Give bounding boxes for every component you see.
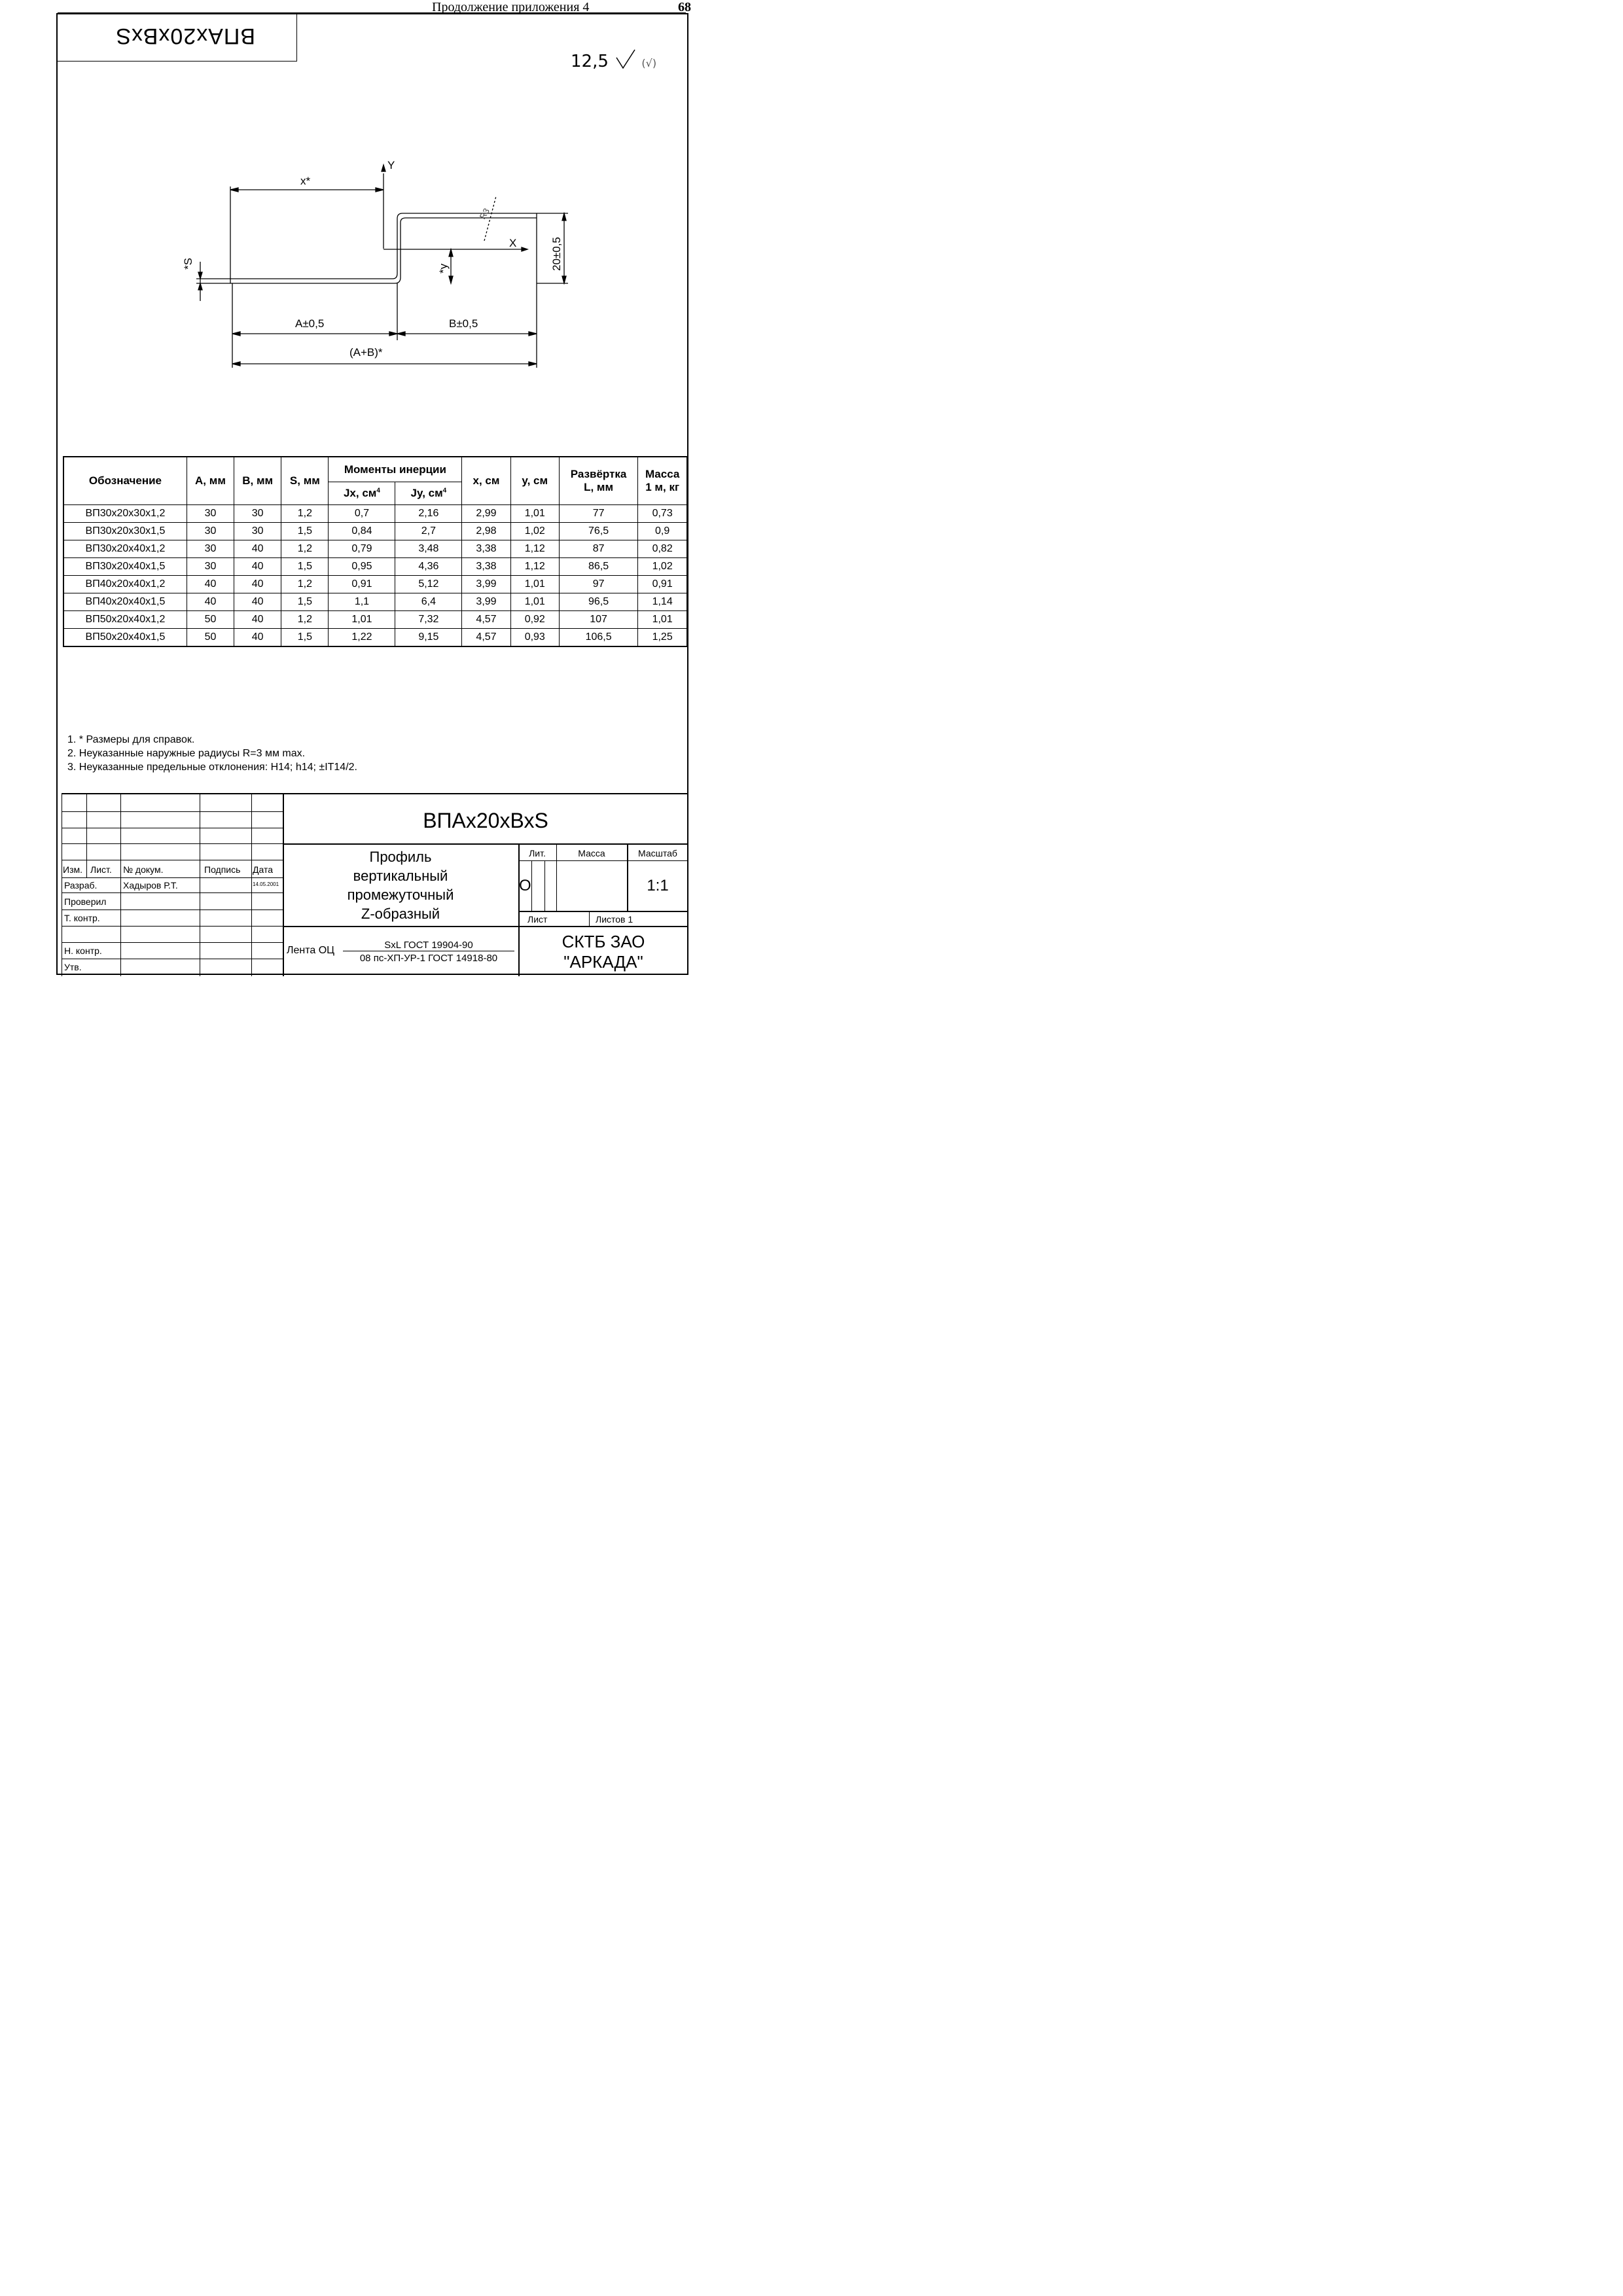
height-label: 20±0,5	[550, 237, 563, 271]
row-approved: Утв.	[64, 962, 82, 972]
header-designation: Обозначение	[63, 457, 187, 505]
table-cell: 6,4	[395, 593, 462, 611]
table-cell: 0,7	[329, 505, 395, 523]
mirrored-stamp: ВПАх20хВхS	[115, 24, 255, 48]
roughness-mark: (√)	[641, 57, 657, 69]
header-x: x, см	[462, 457, 510, 505]
header-jy: Jy, $см^4$	[395, 482, 462, 505]
col-izm: Изм.	[63, 864, 82, 875]
table-cell: 1,2	[281, 540, 329, 558]
table-cell: 30	[187, 523, 234, 540]
table-cell: 30	[187, 558, 234, 576]
table-cell: 106,5	[559, 629, 637, 647]
header-unfold-line1: Развёртка	[570, 468, 627, 480]
table-row	[63, 558, 687, 576]
table-row	[63, 629, 687, 647]
table-cell: 40	[234, 593, 281, 611]
table-cell: 2,98	[462, 523, 510, 540]
x-axis-label: X	[509, 237, 517, 249]
table-cell: 9,15	[395, 629, 462, 647]
y-star-label: *y	[437, 263, 450, 274]
table-cell: 0,9	[638, 523, 687, 540]
table-cell: 3,38	[462, 540, 510, 558]
table-cell: 1,2	[281, 576, 329, 593]
table-cell: 0,93	[510, 629, 559, 647]
table-cell: 40	[234, 611, 281, 629]
table-cell: 76,5	[559, 523, 637, 540]
table-cell: 4,57	[462, 629, 510, 647]
table-cell: 40	[234, 629, 281, 647]
table-cell: 4,36	[395, 558, 462, 576]
page-number: 68	[678, 0, 691, 14]
table-cell: 1,5	[281, 558, 329, 576]
table-cell: 3,38	[462, 558, 510, 576]
table-cell: 0,95	[329, 558, 395, 576]
table-cell: 1,01	[510, 505, 559, 523]
table-cell: 86,5	[559, 558, 637, 576]
table-cell: 1,01	[329, 611, 395, 629]
scale-label: Масштаб	[638, 848, 677, 858]
table-cell: ВП30х20х40х1,2	[63, 540, 187, 558]
table-cell: 0,84	[329, 523, 395, 540]
table-cell: 1,2	[281, 505, 329, 523]
b-dimension-label: B±0,5	[449, 317, 478, 330]
row-checked: Проверил	[64, 896, 107, 907]
x-star-label: x*	[300, 175, 311, 187]
table-cell: 3,99	[462, 576, 510, 593]
header-mass	[638, 457, 687, 505]
table-row	[63, 611, 687, 629]
header-unfold-line2: L, мм	[584, 481, 614, 493]
table-cell: ВП30х20х40х1,5	[63, 558, 187, 576]
header-moments: Моменты инерции	[329, 457, 462, 482]
table-cell: 2,99	[462, 505, 510, 523]
table-cell: 77	[559, 505, 637, 523]
table-cell: 1,12	[510, 558, 559, 576]
a-dimension-label: A±0,5	[295, 317, 325, 330]
table-row	[63, 576, 687, 593]
table-cell: 1,2	[281, 611, 329, 629]
material-bottom: 08 пс-ХП-УР-1 ГОСТ 14918-80	[359, 953, 498, 964]
col-sign: Подпись	[204, 864, 241, 875]
table-cell: 0,79	[329, 540, 395, 558]
table-cell: 1,02	[510, 523, 559, 540]
sheets-label: Листов 1	[596, 914, 633, 925]
profile-drawing	[0, 0, 720, 451]
header-a: A, мм	[187, 457, 234, 505]
table-cell: 1,5	[281, 593, 329, 611]
row-developer: Разраб.	[64, 880, 98, 891]
table-cell: 3,48	[395, 540, 462, 558]
roughness-value: 12,5	[571, 52, 609, 71]
table-cell: 87	[559, 540, 637, 558]
table-cell: 50	[187, 611, 234, 629]
company	[518, 932, 688, 972]
title-designation: ВПАх20хВхS	[423, 809, 548, 832]
table-cell: 1,01	[510, 593, 559, 611]
table-cell: ВП50х20х40х1,2	[63, 611, 187, 629]
profile-spec-table	[63, 456, 688, 647]
part-name-line2: вертикальный	[353, 868, 448, 884]
table-cell: 30	[187, 540, 234, 558]
mass-label: Масса	[578, 848, 605, 858]
note-2: 2. Неуказанные наружные радиусы R=3 мм max.	[67, 748, 306, 759]
table-cell: 2,7	[395, 523, 462, 540]
table-cell: 97	[559, 576, 637, 593]
part-name-line1: Профиль	[369, 849, 432, 865]
table-cell: 1,5	[281, 629, 329, 647]
table-cell: 4,57	[462, 611, 510, 629]
table-cell: ВП40х20х40х1,2	[63, 576, 187, 593]
table-cell: 0,92	[510, 611, 559, 629]
total-dimension-label: (A+B)*	[349, 346, 383, 359]
material-top: SxL ГОСТ 19904-90	[343, 940, 514, 951]
company-line1: СКТБ ЗАО	[562, 932, 645, 951]
continuation-header: Продолжение приложения 4	[432, 0, 590, 14]
table-cell: ВП50х20х40х1,5	[63, 629, 187, 647]
scale-value: 1:1	[647, 877, 669, 894]
col-date: Дата	[253, 864, 274, 875]
note-1: 1. * Размеры для справок.	[67, 734, 195, 745]
part-name-line3: промежуточный	[347, 887, 454, 903]
col-list: Лист.	[90, 864, 112, 875]
sheet-label: Лист	[527, 914, 548, 925]
title-block	[62, 793, 688, 976]
table-row	[63, 540, 687, 558]
part-name-line4: Z-образный	[361, 906, 440, 922]
table-cell: 50	[187, 629, 234, 647]
header-mass-line2: 1 м, кг	[645, 481, 680, 493]
s-label: *S	[182, 258, 194, 270]
table-cell: 1,22	[329, 629, 395, 647]
table-cell: 3,99	[462, 593, 510, 611]
table-cell: ВП30х20х30х1,5	[63, 523, 187, 540]
table-cell: 107	[559, 611, 637, 629]
lit-value: О	[519, 877, 531, 894]
company-line2: "АРКАДА"	[563, 952, 643, 972]
table-cell: ВП40х20х40х1,5	[63, 593, 187, 611]
table-cell: 2,16	[395, 505, 462, 523]
lit-label: Лит.	[529, 848, 546, 858]
table-cell: 1,12	[510, 540, 559, 558]
table-cell: 5,12	[395, 576, 462, 593]
table-cell: 0,91	[638, 576, 687, 593]
row-ncontrol: Н. контр.	[64, 945, 102, 956]
table-cell: 1,01	[638, 611, 687, 629]
table-cell: 96,5	[559, 593, 637, 611]
material-prefix: Лента ОЦ	[287, 945, 335, 956]
col-doc: № докум.	[123, 864, 164, 875]
header-jx: Jx, $см^4$	[329, 482, 395, 505]
table-cell: ВП30х20х30х1,2	[63, 505, 187, 523]
table-cell: 40	[234, 576, 281, 593]
table-cell: 40	[234, 558, 281, 576]
header-y: y, см	[510, 457, 559, 505]
table-cell: 1,25	[638, 629, 687, 647]
table-cell: 7,32	[395, 611, 462, 629]
table-cell: 0,91	[329, 576, 395, 593]
table-cell: 0,73	[638, 505, 687, 523]
table-cell: 0,82	[638, 540, 687, 558]
developer-name: Хадыров Р.Т.	[123, 880, 178, 891]
table-cell: 1,1	[329, 593, 395, 611]
header-s: S, мм	[281, 457, 329, 505]
row-tcontrol: Т. контр.	[64, 913, 100, 923]
header-unfold	[559, 457, 637, 505]
table-cell: 1,01	[510, 576, 559, 593]
table-cell: 40	[234, 540, 281, 558]
table-cell: 30	[234, 523, 281, 540]
notes	[67, 733, 357, 774]
table-cell: 30	[187, 505, 234, 523]
table-cell: 40	[187, 576, 234, 593]
table-cell: 40	[187, 593, 234, 611]
radius-label: R3	[477, 206, 491, 221]
table-cell: 1,14	[638, 593, 687, 611]
table-row	[63, 505, 687, 523]
y-axis-label: Y	[387, 159, 395, 171]
part-name	[283, 847, 518, 923]
table-cell: 1,02	[638, 558, 687, 576]
note-3: 3. Неуказанные предельные отклонения: H14; h14; ±IT14/2.	[67, 762, 357, 773]
table-cell: 30	[234, 505, 281, 523]
table-row	[63, 593, 687, 611]
table-row	[63, 523, 687, 540]
developer-date: 14.05.2001	[253, 881, 279, 887]
table-cell: 1,5	[281, 523, 329, 540]
header-b: B, мм	[234, 457, 281, 505]
header-mass-line1: Масса	[645, 468, 680, 480]
